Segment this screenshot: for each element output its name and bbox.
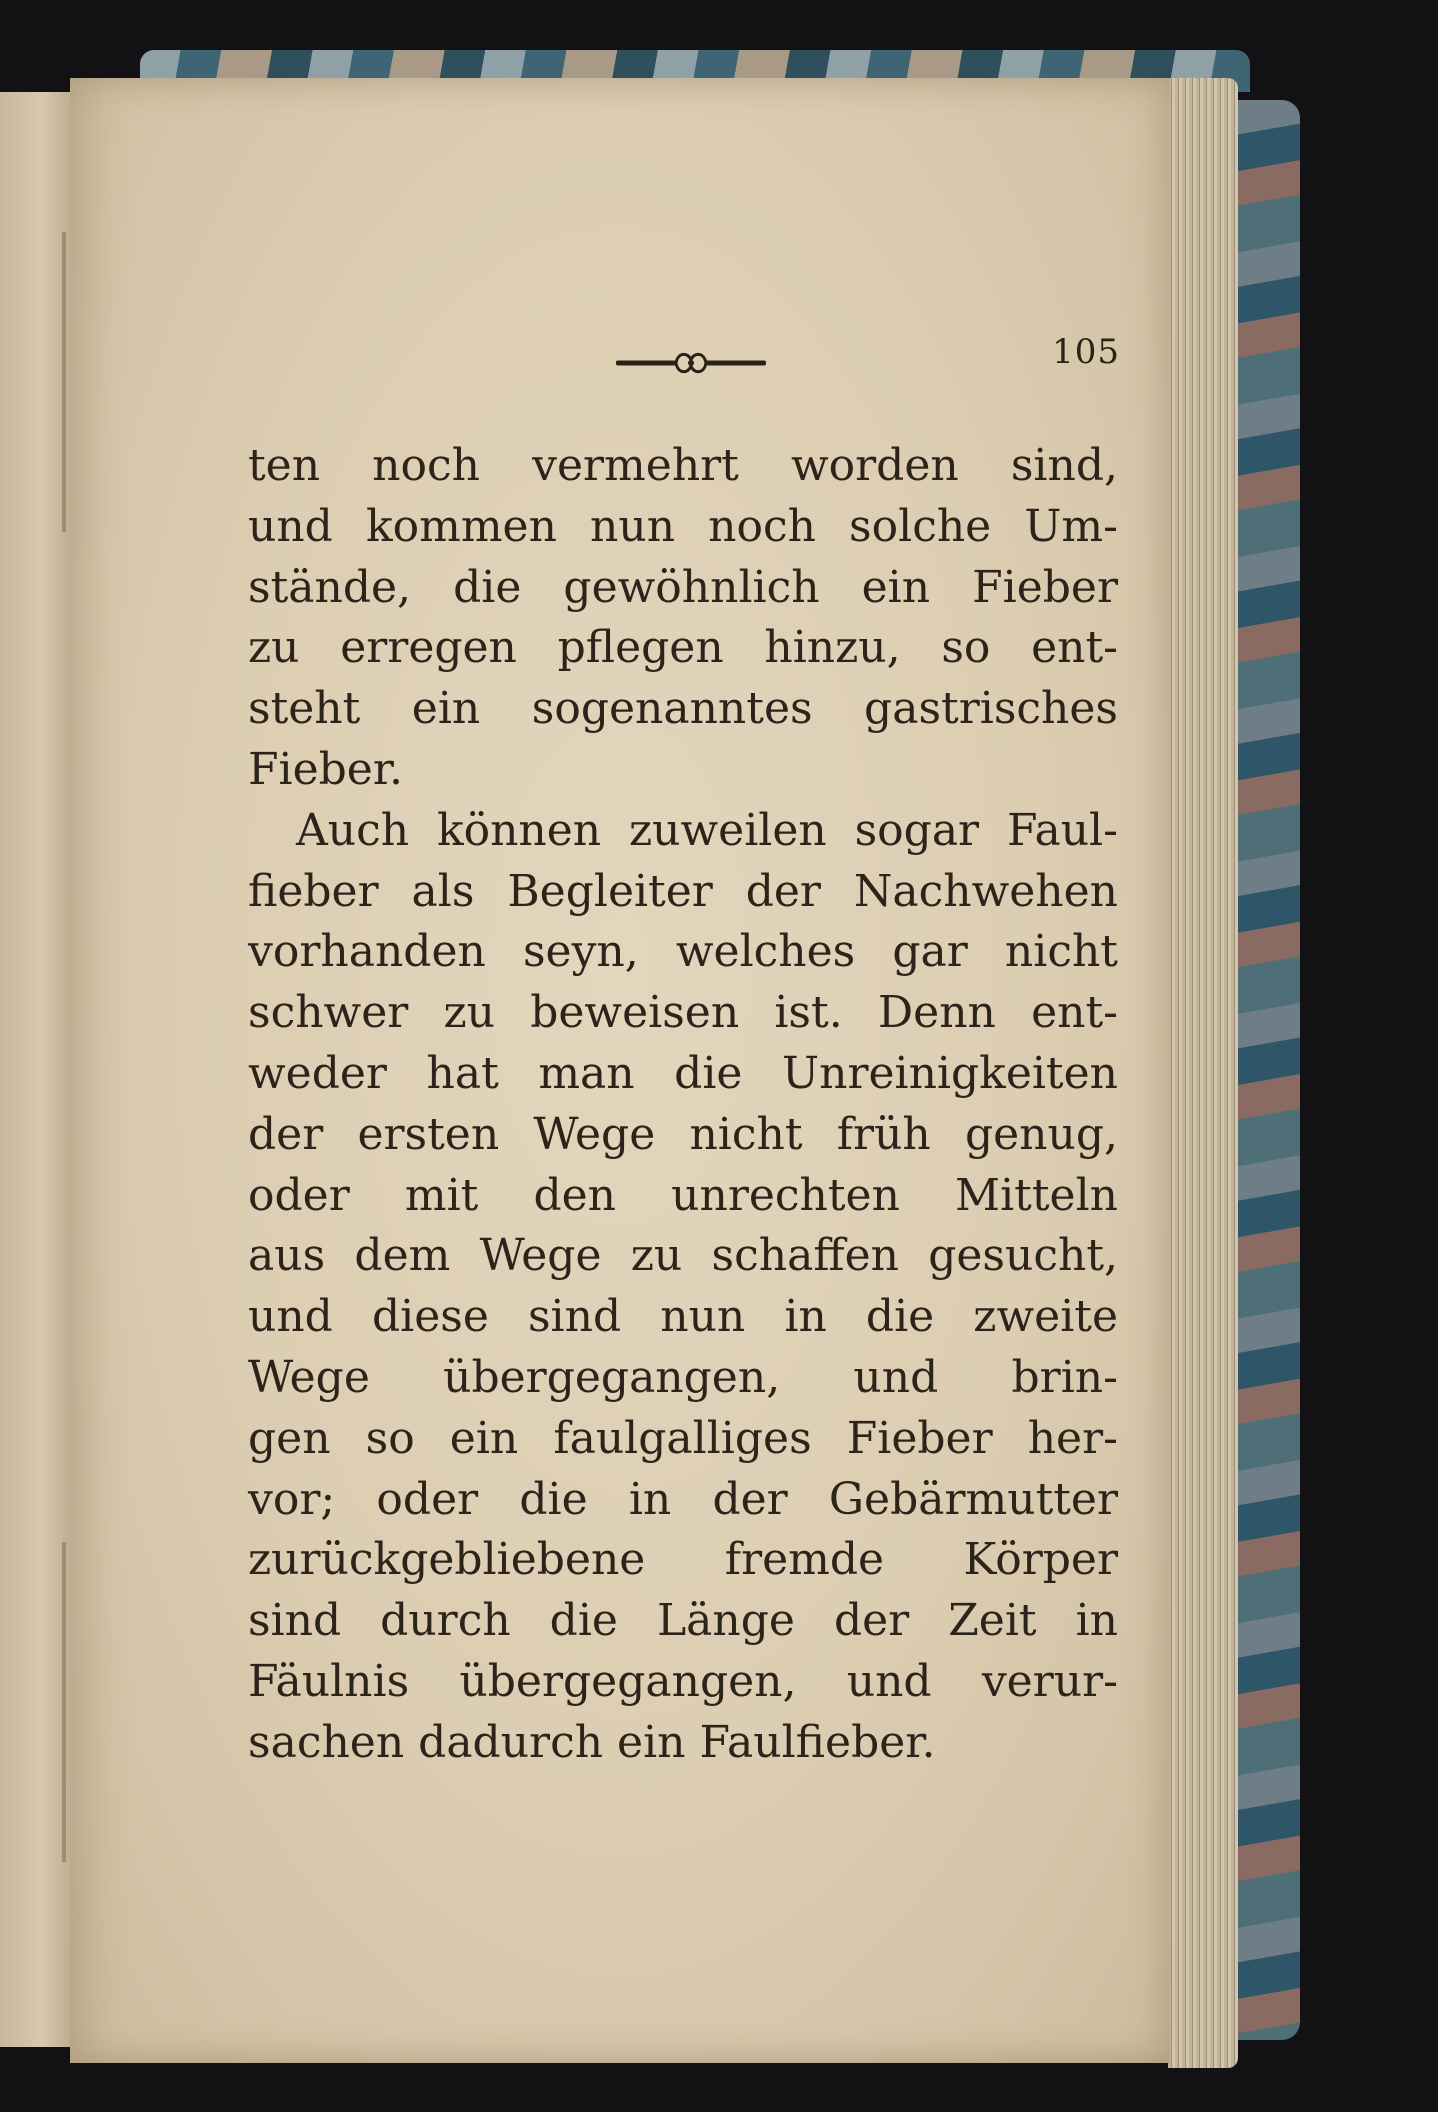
- text-line: Fäulnis übergegangen, und verur-: [248, 1655, 1118, 1707]
- text-line: stände, die gewöhnlich ein Fieber: [248, 561, 1118, 613]
- text-line: vor; oder die in der Gebärmutter: [248, 1473, 1118, 1525]
- text-line: steht ein sogenanntes gastrisches: [248, 683, 1118, 735]
- running-header: [540, 266, 1120, 376]
- text-line: schwer zu beweisen ist. Denn ent-: [248, 987, 1118, 1039]
- text-line: fieber als Begleiter der Nachwehen: [248, 865, 1118, 917]
- paragraph: [248, 801, 1118, 1774]
- body-text: [248, 436, 1118, 1774]
- text-line: zu erregen pflegen hinzu, so ent-: [248, 622, 1118, 674]
- header-fleuron-icon: [616, 348, 766, 378]
- text-line: sachen dadurch ein Faulfieber.: [248, 1716, 936, 1768]
- text-line: vorhanden seyn, welches gar nicht: [248, 926, 1118, 978]
- marbled-cover-board: [1238, 100, 1300, 2040]
- page-fore-edge: [1168, 78, 1238, 2068]
- page-crease: [62, 1542, 66, 1862]
- book-page: [70, 78, 1170, 2063]
- text-line: und kommen nun noch solche Um-: [248, 500, 1118, 552]
- text-line: Auch können zuweilen sogar Faul-: [296, 804, 1118, 856]
- paragraph: [248, 436, 1118, 801]
- page-crease: [62, 232, 66, 532]
- previous-page-edge: [0, 92, 70, 2047]
- text-line: gen so ein faulgalliges Fieber her-: [248, 1412, 1118, 1464]
- page-number: 105: [1052, 332, 1120, 372]
- text-line: ten noch vermehrt worden sind,: [248, 440, 1118, 491]
- text-line: Wege übergegangen, und brin-: [248, 1351, 1118, 1403]
- text-line: der ersten Wege nicht früh genug,: [248, 1108, 1118, 1160]
- text-line: Fieber.: [248, 743, 404, 795]
- text-line: und diese sind nun in die zweite: [248, 1291, 1118, 1343]
- text-line: zurückgebliebene fremde Körper: [248, 1534, 1118, 1586]
- text-line: weder hat man die Unreinigkeiten: [248, 1047, 1118, 1099]
- text-line: oder mit den unrechten Mitteln: [248, 1169, 1118, 1221]
- text-line: aus dem Wege zu schaffen gesucht,: [248, 1230, 1118, 1282]
- text-line: sind durch die Länge der Zeit in: [248, 1595, 1118, 1647]
